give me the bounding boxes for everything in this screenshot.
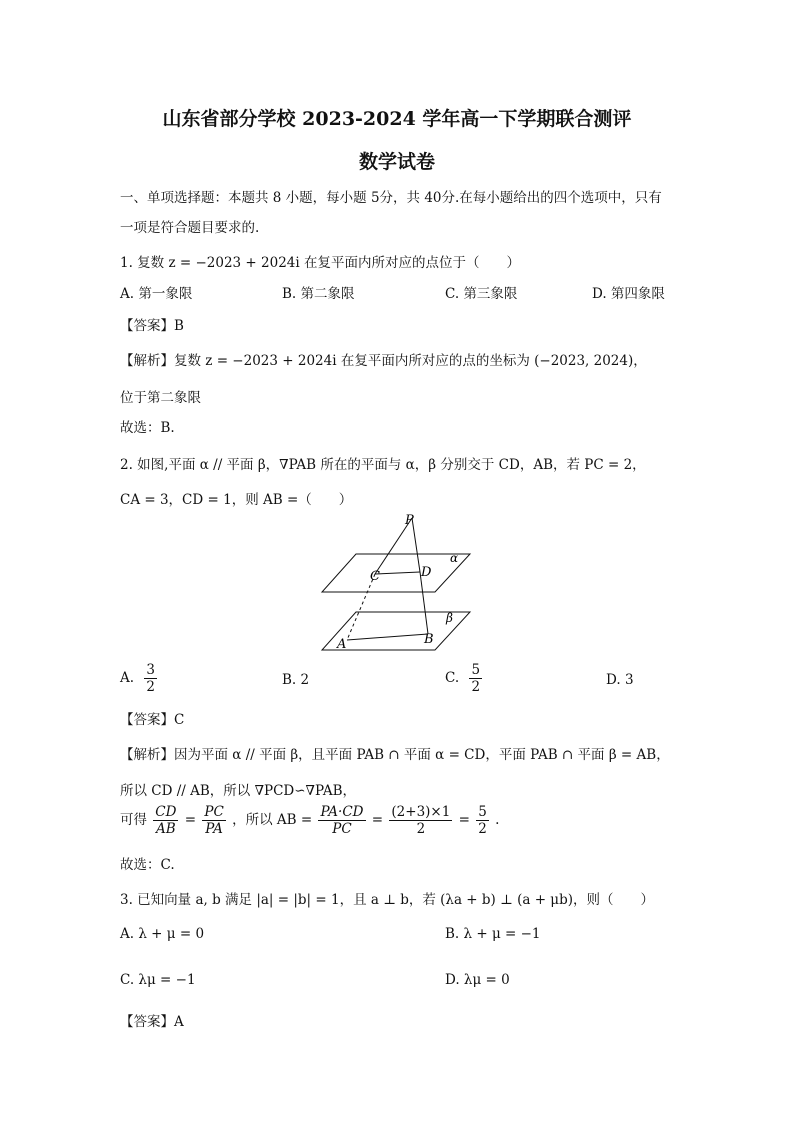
q1-option-c: C. 第三象限: [445, 286, 518, 302]
section-heading-line1: 一、单项选择题：本题共 8 小题，每小题 5分，共 40分.在每小题给出的四个选项中，只有: [120, 190, 662, 206]
q2-answer: 【答案】C: [120, 712, 185, 728]
q2-option-c: C. $\frac{5}{2}$: [445, 662, 481, 695]
q2-option-d: D. 3: [606, 672, 634, 688]
segment-ab: [347, 634, 428, 640]
q2-figure: [320, 510, 480, 656]
q3-option-c: C. λμ = −1: [120, 972, 196, 988]
q2-analysis-line3: 可得 $\frac{CD}{AB}$ = $\frac{PC}{PA}$ ，所以 AB = $\frac{PA\cdot CD}{PC}$ = $\frac{(2+3)\times 1}{2}$ = $\frac{5}{2}$ .: [120, 804, 500, 837]
q3-option-a: A. λ + μ = 0: [120, 926, 205, 942]
page-title: 山东省部分学校 2023-2024 学年高一下学期联合测评: [162, 108, 632, 130]
q1-analysis-line2: 位于第二象限: [120, 390, 201, 406]
q2-stem-line1: 2. 如图,平面 α // 平面 β，∇PAB 所在的平面与 α，β 分别交于 CD，AB，若 PC = 2，: [120, 457, 646, 473]
section-heading-line2: 一项是符合题目要求的.: [120, 220, 260, 236]
q2-conclusion: 故选：C.: [120, 857, 175, 873]
q1-stem: 1. 复数 z = −2023 + 2024i 在复平面内所对应的点位于（ ）: [120, 255, 520, 271]
q3-answer: 【答案】A: [120, 1014, 184, 1030]
q1-conclusion: 故选：B.: [120, 420, 175, 436]
label-a: A: [337, 637, 347, 652]
label-b: B: [424, 632, 434, 647]
q2-analysis-line2: 所以 CD // AB，所以 ∇PCD∽∇PAB，: [120, 783, 356, 799]
segment-db: [420, 572, 428, 634]
label-p: P: [405, 513, 414, 528]
q3-option-b: B. λ + μ = −1: [445, 926, 541, 942]
q3-option-d: D. λμ = 0: [445, 972, 510, 988]
q2-analysis-line1: 【解析】因为平面 α // 平面 β，且平面 PAB ∩ 平面 α = CD，平面 PAB ∩ 平面 β = AB，: [120, 747, 670, 763]
label-d: D: [421, 565, 432, 580]
q1-option-d: D. 第四象限: [592, 286, 665, 302]
q1-option-a: A. 第一象限: [120, 286, 193, 302]
label-c: C: [370, 569, 380, 584]
segment-cd: [375, 572, 420, 574]
q2-option-a: A. $\frac{3}{2}$: [120, 662, 155, 695]
label-beta: β: [446, 611, 453, 625]
q1-answer: 【答案】B: [120, 318, 184, 334]
q2-stem-line2: CA = 3，CD = 1，则 AB =（ ）: [120, 492, 353, 508]
q1-option-b: B. 第二象限: [282, 286, 355, 302]
q1-analysis-line1: 【解析】复数 z = −2023 + 2024i 在复平面内所对应的点的坐标为 (−2023, 2024)，: [120, 353, 647, 369]
page-subtitle: 数学试卷: [358, 151, 435, 173]
q2-option-b: B. 2: [282, 672, 310, 688]
label-alpha: α: [450, 551, 459, 565]
q3-stem: 3. 已知向量 a, b 满足 |a| = |b| = 1，且 a ⊥ b，若 (λa + b) ⊥ (a + μb)，则（ ）: [120, 892, 654, 908]
